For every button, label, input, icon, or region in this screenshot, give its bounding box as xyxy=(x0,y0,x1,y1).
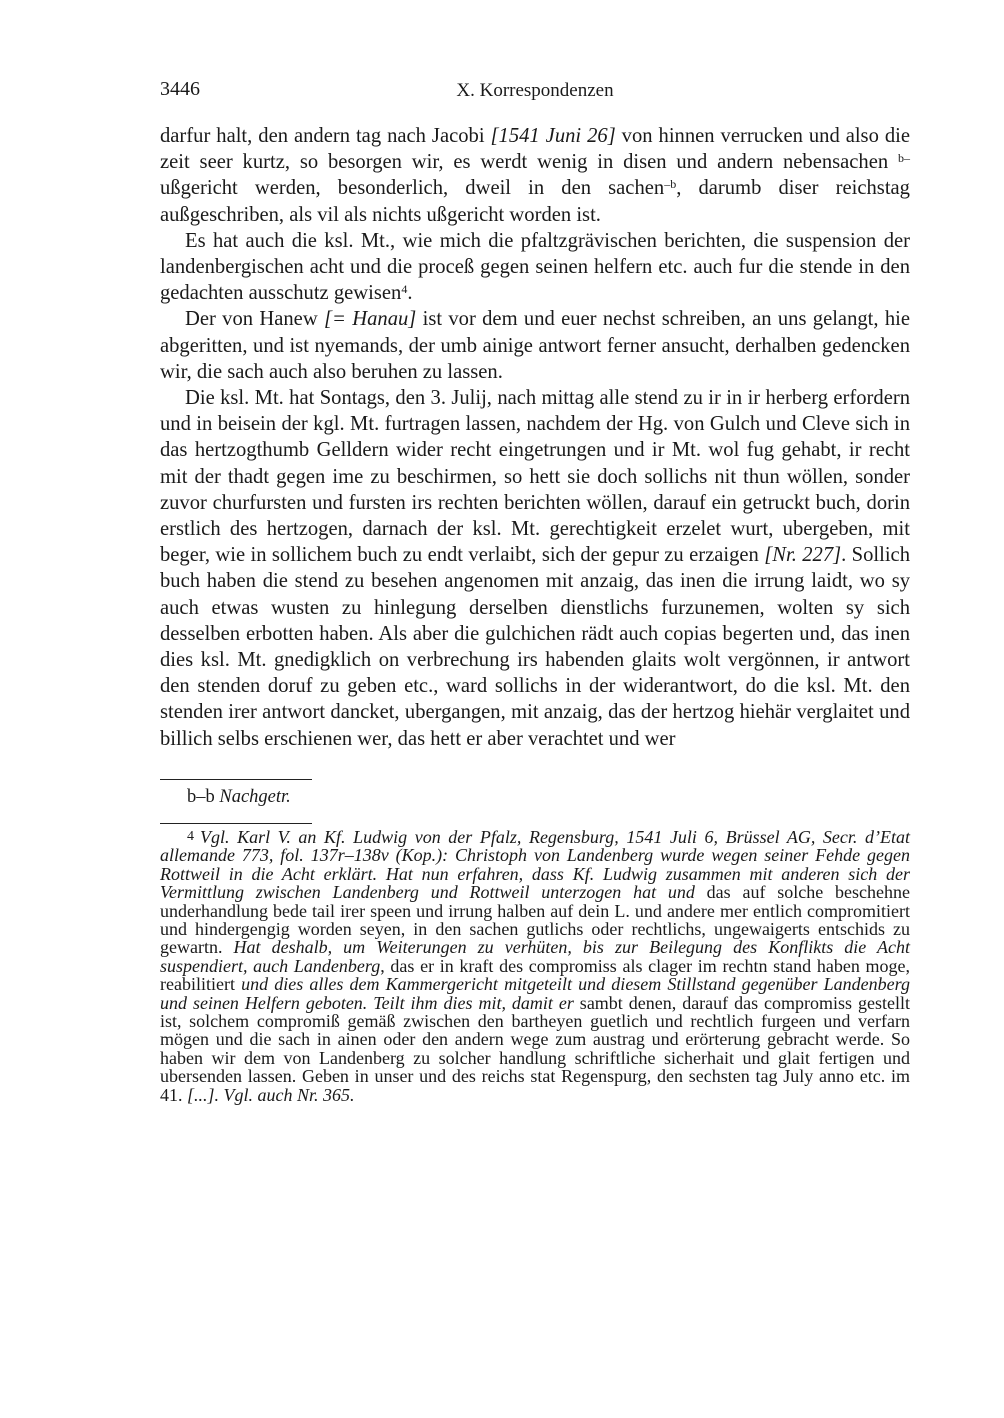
text-segment: darfur halt, den andern tag nach Jacobi xyxy=(160,125,491,147)
text-segment: . Sollich buch haben die stend zu besehen angenomen mit anzaig, das inen die irrung laidt, wo sy auch etwas wusten zu hinlegung derselben dienstlichs furzunemen, wolten sy sich desselben erbotten haben. Als aber die gulchichen rädt auch copias begerten und, das inen dies ksl. Mt. gnedigklich on verbrechung irs habenden glaits wolt vergönnen, ir antwort den stenden doruf zu geben etc., ward sollichs in der widerantwort, do die ksl. Mt. den stenden irer antwort dancket, ubergangen, mit anzaig, das der hertzog hiehär verglaitet und billich selbs erschienen wer, das hett er aber verachtet und wer xyxy=(160,544,910,750)
variant-note xyxy=(160,785,910,809)
text-segment: ist vor dem und euer nechst schreiben, an uns gelangt, hie abgeritten, und ist nyemands, der umb ainige antwort ferner ansucht, derhalben gedencken wir, die sach auch also beruhen zu lassen. xyxy=(160,308,910,383)
text-segment: Vgl. Karl V. an Kf. Ludwig von der Pfalz, Regensburg, 1541 Juli 6, Brüssel AG, Secr. d’Etat allemande 773, fol. 137r–138v (Kop.): Christoph von Landenberg wurde wegen seiner Fehde gegen Rottweil in die Acht erklärt. Hat nun erfahren, dass Kf. Ludwig zusammen mit anderen sich der Vermittlung zwischen Landenberg und Rottweil unterzogen hat und xyxy=(160,826,910,903)
running-head: X. Korrespondenzen xyxy=(456,80,614,101)
footnote-reference: 4 xyxy=(401,282,408,297)
page xyxy=(160,78,910,1104)
text-segment: , darumb diser reichstag außgeschriben, als vil als nichts ußgericht worden ist. xyxy=(160,177,910,226)
page-number: 3446 xyxy=(160,78,200,100)
text-segment: das auf solche beschehne underhandlung bede tail irer speen und irrung halben auf dein L. und andere mer entlich compromitiert und hindergengig worden seyen, in den sachen gutlichs oder rechtlichs, ungewaigerts entschids zu gewartn. xyxy=(160,882,910,958)
paragraph-3 xyxy=(160,306,910,385)
text-segment: . xyxy=(407,282,413,305)
variant-note-marker: b–b xyxy=(187,786,215,807)
text-segment: [1541 Juni 26] xyxy=(490,125,616,147)
page-header xyxy=(160,78,910,108)
footnote-reference: b– xyxy=(898,151,910,166)
text-segment: ußgericht werden, besonderlich, dweil in den sachen xyxy=(160,177,665,200)
text-segment: von hinnen verrucken und also die zeit seer kurtz, so besorgen wir, es werdt wenig in disen und andern nebensachen xyxy=(160,125,910,174)
footnote-divider xyxy=(160,823,312,824)
text-segment: [= Hanau] xyxy=(324,308,417,331)
text-segment: [...]. Vgl. auch Nr. 365. xyxy=(187,1084,355,1105)
text-segment: Hat deshalb, um Weiterungen zu verhüten, bis zur Beilegung des Konflikts die Acht suspendiert, auch Landenberg xyxy=(160,937,910,976)
body-text xyxy=(160,123,910,752)
text-segment: [Nr. 227] xyxy=(764,544,842,567)
footnote-reference: –b xyxy=(664,177,677,192)
footnote-divider xyxy=(160,779,312,780)
paragraph-1 xyxy=(160,123,910,228)
text-segment: , das er in kraft des compromiss als clager im rechtn stand haben moge, reabilitiert xyxy=(160,955,910,995)
text-segment: Der von Hanew xyxy=(185,308,325,331)
text-segment: sambt denen, darauf das compromiss gestellt ist, solchem compromiß gemäß zwischen den bartheyen guetlich und rechtlich furgeen und verfarn mögen und die sach in ainen oder den andern wege zum austrag und erörterung gebracht werde. So haben wir dem von Landenberg zu solcher handlung schriftliche sicherhait und glait fertigen und ubersenden lassen. Geben in unser und des reichs stat Regenspurg, den sechsten tag July anno etc. im 41. xyxy=(160,992,910,1105)
paragraph-2 xyxy=(160,228,910,307)
footnote-marker: 4 xyxy=(187,828,194,844)
paragraph-4 xyxy=(160,385,910,752)
text-segment: Die ksl. Mt. hat Sontags, den 3. Julij, nach mittag alle stend zu ir in ir herberg erfordern und in beisein der kgl. Mt. furtragen lassen, nachdem der Hg. von Gulch und Cleve sich in das hertzogthumb Gelldern wider recht eingetrungen und ir Mt. wol fug gehabt, ir recht mit der thadt gegen ime zu beschirmen, so hett sie doch sollichs nit thun wöllen, sonder zuvor churfursten und fursten irs rechten berichten wöllen, darauf ein getruckt buch, dorin erstlich des hertzogen, darnach der ksl. Mt. gerechtigkeit erzelet wurt, ubergeben, mit beger, wie in sollichem buch zu endt verlaibt, sich der gepur zu erzaigen xyxy=(160,387,910,567)
footnote-text xyxy=(160,827,910,1105)
text-segment: Es hat auch die ksl. Mt., wie mich die pfaltzgrävischen berichten, die suspension der landenbergischen acht und die proceß gegen seinen helfern etc. auch fur die stende in den gedachten ausschutz gewisen xyxy=(160,229,910,305)
footnote-4 xyxy=(160,828,910,1104)
text-segment: und dies alles dem Kammergericht mitgeteilt und diesem Stillstand gegenüber Landenberg und seinen Helfern geboten. Teilt ihm dies mit, damit er xyxy=(160,974,911,1013)
variant-note-text: Nachgetr. xyxy=(219,786,291,807)
